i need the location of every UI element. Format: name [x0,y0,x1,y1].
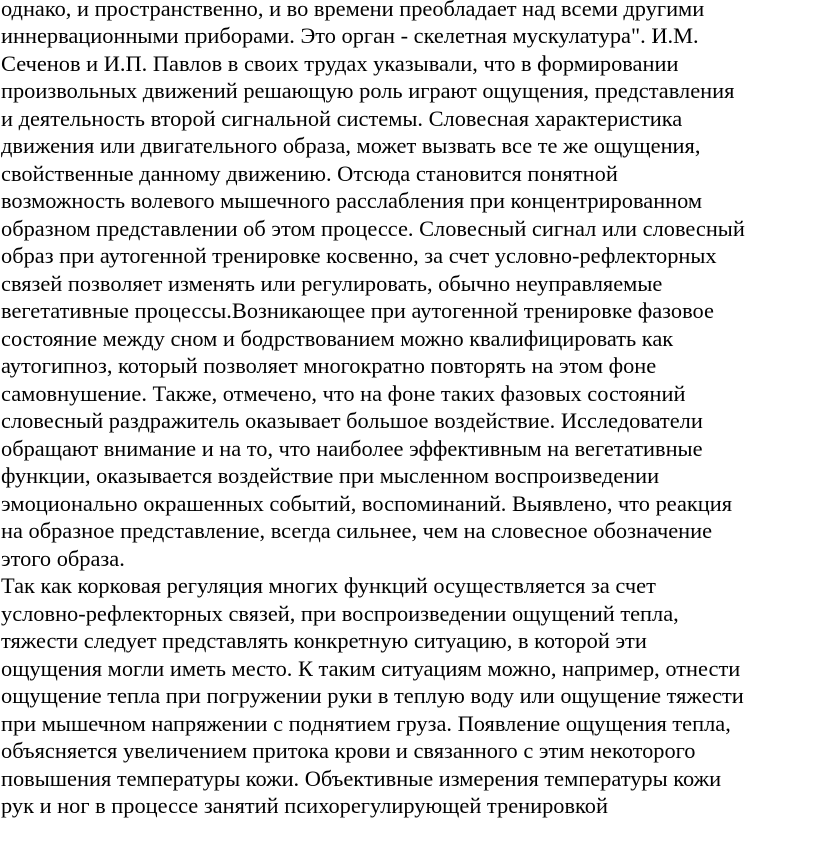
text-line: свойственные данному движению. Отсюда становится понятной [1,161,618,186]
text-line: рук и ног в процессе занятий психорегулирующей тренировкой [1,793,608,818]
text-line: аутогипноз, который позволяет многократно повторять на этом фоне [1,353,657,378]
text-line: произвольных движений решающую роль играют ощущения, представления [1,78,735,103]
text-line: словесный раздражитель оказывает большое воздействие. Исследователи [1,408,703,433]
text-line: этого образа. [1,546,125,571]
text-line: Так как корковая регуляция многих функций осуществляется за счет [1,573,656,598]
text-line: при мышечном напряжении с поднятием груза. Появление ощущения тепла, [1,711,731,736]
text-line: на образное представление, всегда сильнее, чем на словесное обозначение [1,518,713,543]
text-line: функции, оказывается воздействие при мысленном воспроизведении [1,463,660,488]
text-line: объясняется увеличением притока крови и связанного с этим некоторого [1,738,696,763]
text-line: однако, и пространственно, и во времени преобладает над всеми другими [1,0,705,21]
text-line: связей позволяет изменять или регулировать, обычно неуправляемые [1,271,663,296]
text-line: образном представлении об этом процессе. Словесный сигнал или словесный [1,216,745,241]
text-line: и деятельность второй сигнальной системы. Словесная характеристика [1,106,683,131]
text-line: ощущение тепла при погружении руки в теплую воду или ощущение тяжести [1,683,744,708]
text-line: состояние между сном и бодрствованием можно квалифицировать как [1,326,674,351]
text-line: Сеченов и И.П. Павлов в своих трудах указывали, что в формировании [1,51,679,76]
text-line: условно-рефлекторных связей, при воспроизведении ощущений тепла, [1,601,679,626]
text-line: движения или двигательного образа, может вызвать все те же ощущения, [1,133,701,158]
text-line: самовнушение. Также, отмечено, что на фоне таких фазовых состояний [1,381,686,406]
text-line: возможность волевого мышечного расслабления при концентрированном [1,188,703,213]
text-line: эмоционально окрашенных событий, воспоминаний. Выявлено, что реакция [1,491,733,516]
text-line: ощущения могли иметь место. К таким ситуациям можно, например, отнести [1,656,741,681]
text-line: повышения температуры кожи. Объективные измерения температуры кожи [1,766,722,791]
text-line: вегетативные процессы.Возникающее при аутогенной тренировке фазовое [1,298,714,323]
text-line: тяжести следует представлять конкретную ситуацию, в которой эти [1,628,647,653]
text-line: обращают внимание и на то, что наиболее эффективным на вегетативные [1,436,703,461]
text-line: иннервационными приборами. Это орган - скелетная мускулатура". И.М. [1,23,699,48]
text-line: образ при аутогенной тренировке косвенно, за счет условно-рефлекторных [1,243,717,268]
